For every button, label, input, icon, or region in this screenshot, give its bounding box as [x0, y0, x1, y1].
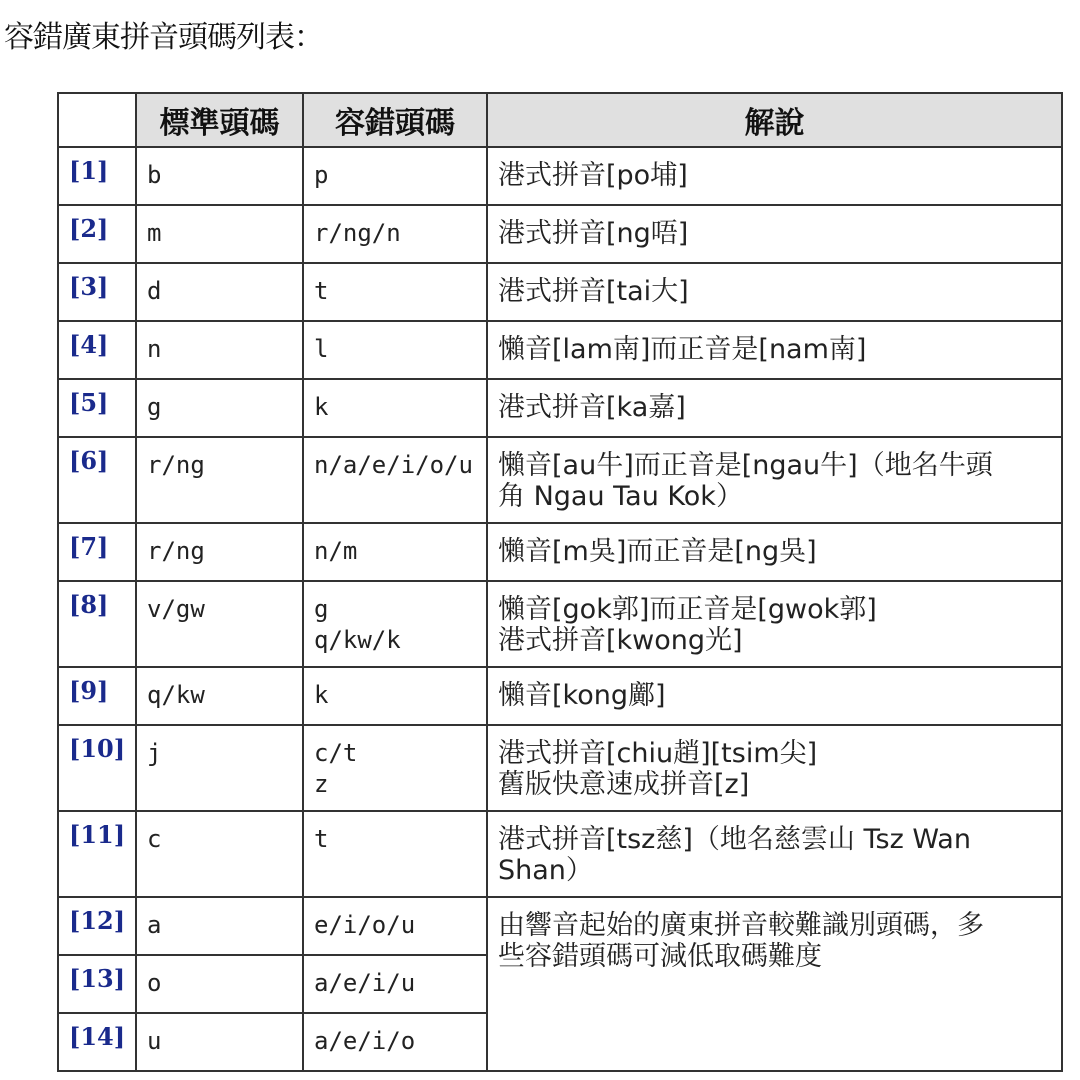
tolerant-code: t	[303, 811, 487, 897]
row-index: [10]	[58, 725, 136, 811]
explanation: 港式拼音[chiu趙][tsim尖] 舊版快意速成拼音[z]	[487, 725, 1062, 811]
table-row	[58, 725, 1062, 811]
explanation: 懶音[kong鄺]	[487, 667, 1062, 725]
row-index: [13]	[58, 955, 136, 1013]
table-row	[58, 321, 1062, 379]
row-index: [11]	[58, 811, 136, 897]
header-tolerant-code: 容錯頭碼	[303, 93, 487, 147]
table-row	[58, 437, 1062, 523]
tolerant-code: r/ng/n	[303, 205, 487, 263]
standard-code: m	[136, 205, 303, 263]
tolerant-code: p	[303, 147, 487, 205]
explanation: 港式拼音[tsz慈]（地名慈雲山 Tsz Wan Shan）	[487, 811, 1062, 897]
explanation: 懶音[au牛]而正音是[ngau牛]（地名牛頭 角 Ngau Tau Kok）	[487, 437, 1062, 523]
standard-code: u	[136, 1013, 303, 1071]
standard-code: d	[136, 263, 303, 321]
row-index: [7]	[58, 523, 136, 581]
row-index: [4]	[58, 321, 136, 379]
explanation: 港式拼音[po埔]	[487, 147, 1062, 205]
explanation: 港式拼音[tai大]	[487, 263, 1062, 321]
row-index: [12]	[58, 897, 136, 955]
tolerant-code: a/e/i/o	[303, 1013, 487, 1071]
explanation: 港式拼音[ng唔]	[487, 205, 1062, 263]
tolerant-code: a/e/i/u	[303, 955, 487, 1013]
table-row	[58, 147, 1062, 205]
standard-code: n	[136, 321, 303, 379]
standard-code: a	[136, 897, 303, 955]
table-row	[58, 205, 1062, 263]
page-title: 容錯廣東拼音頭碼列表：	[4, 20, 323, 55]
standard-code: r/ng	[136, 523, 303, 581]
header-explanation: 解說	[487, 93, 1062, 147]
tolerant-code: n/m	[303, 523, 487, 581]
standard-code: r/ng	[136, 437, 303, 523]
tolerant-code: n/a/e/i/o/u	[303, 437, 487, 523]
header-standard-code: 標準頭碼	[136, 93, 303, 147]
tolerant-code: k	[303, 379, 487, 437]
table-row	[58, 897, 1062, 955]
standard-code: c	[136, 811, 303, 897]
row-index: [9]	[58, 667, 136, 725]
row-index: [2]	[58, 205, 136, 263]
standard-code: g	[136, 379, 303, 437]
standard-code: b	[136, 147, 303, 205]
table-row	[58, 581, 1062, 667]
table-row	[58, 263, 1062, 321]
standard-code: q/kw	[136, 667, 303, 725]
table-header-row	[58, 93, 1062, 147]
row-index: [8]	[58, 581, 136, 667]
explanation: 懶音[lam南]而正音是[nam南]	[487, 321, 1062, 379]
explanation: 懶音[m吳]而正音是[ng吳]	[487, 523, 1062, 581]
explanation: 懶音[gok郭]而正音是[gwok郭] 港式拼音[kwong光]	[487, 581, 1062, 667]
explanation: 由響音起始的廣東拼音較難識別頭碼，多 些容錯頭碼可減低取碼難度	[487, 897, 1062, 1071]
tolerant-code: t	[303, 263, 487, 321]
table-row	[58, 523, 1062, 581]
table-row	[58, 379, 1062, 437]
table-row	[58, 811, 1062, 897]
tolerant-code: g q/kw/k	[303, 581, 487, 667]
table-row	[58, 667, 1062, 725]
standard-code: v/gw	[136, 581, 303, 667]
tolerant-code-table	[57, 92, 1063, 1072]
standard-code: o	[136, 955, 303, 1013]
row-index: [1]	[58, 147, 136, 205]
standard-code: j	[136, 725, 303, 811]
row-index: [3]	[58, 263, 136, 321]
tolerant-code: k	[303, 667, 487, 725]
tolerant-code: c/t z	[303, 725, 487, 811]
header-index	[58, 93, 136, 147]
tolerant-code: e/i/o/u	[303, 897, 487, 955]
row-index: [5]	[58, 379, 136, 437]
row-index: [6]	[58, 437, 136, 523]
explanation: 港式拼音[ka嘉]	[487, 379, 1062, 437]
row-index: [14]	[58, 1013, 136, 1071]
tolerant-code: l	[303, 321, 487, 379]
